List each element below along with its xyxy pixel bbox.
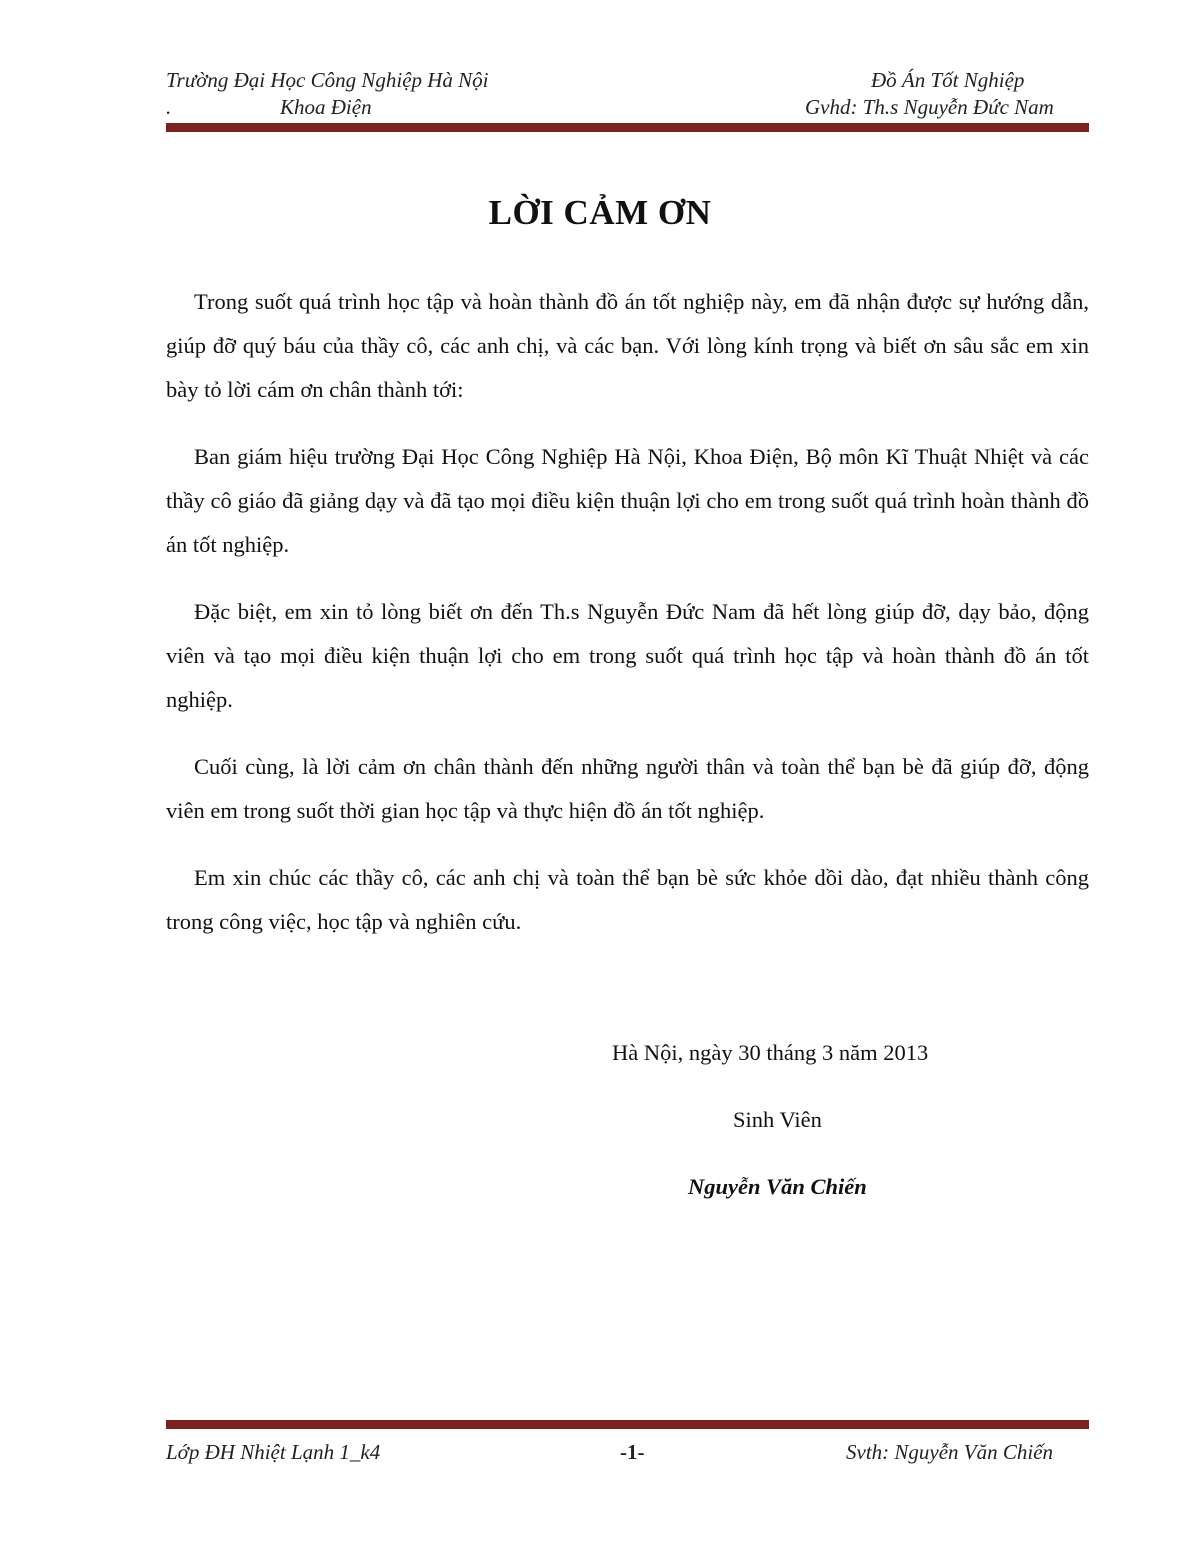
header-school: Trường Đại Học Công Nghiệp Hà Nội: [166, 68, 489, 92]
paragraph-5: Em xin chúc các thầy cô, các anh chị và toàn thể bạn bè sức khỏe dồi dào, đạt nhiều thành công trong công việc, học tập và nghiên cứu.: [166, 865, 1089, 934]
header-dot: .: [166, 95, 172, 119]
header-faculty: Khoa Điện: [280, 95, 372, 119]
paragraph-3: Đặc biệt, em xin tỏ lòng biết ơn đến Th.s Nguyễn Đức Nam đã hết lòng giúp đỡ, dạy bảo, động viên và tạo mọi điều kiện thuận lợi cho em trong suốt quá trình học tập và hoàn thành đồ án tốt nghiệp.: [166, 599, 1089, 712]
header-rule: [166, 123, 1089, 132]
body-text: [166, 280, 1089, 967]
footer-class: Lớp ĐH Nhiệt Lạnh 1_k4: [166, 1440, 381, 1464]
footer-rule: [166, 1420, 1089, 1429]
header-doc-type: Đồ Án Tốt Nghiệp: [871, 68, 1025, 92]
signature-name: Nguyễn Văn Chiến: [688, 1174, 867, 1199]
paragraph-1: Trong suốt quá trình học tập và hoàn thành đồ án tốt nghiệp này, em đã nhận được sự hướng dẫn, giúp đỡ quý báu của thầy cô, các anh chị, và các bạn. Với lòng kính trọng và biết ơn sâu sắc em xin bày tỏ lời cám ơn chân thành tới:: [166, 289, 1089, 402]
signature-role: Sinh Viên: [733, 1107, 822, 1132]
paragraph-2: Ban giám hiệu trường Đại Học Công Nghiệp Hà Nội, Khoa Điện, Bộ môn Kĩ Thuật Nhiệt và các thầy cô giáo đã giảng dạy và đã tạo mọi điều kiện thuận lợi cho em trong suốt quá trình hoàn thành đồ án tốt nghiệp.: [166, 444, 1089, 557]
footer-page-number: -1-: [620, 1440, 645, 1464]
signature-place-date: Hà Nội, ngày 30 tháng 3 năm 2013: [612, 1040, 929, 1065]
page-title: LỜI CẢM ƠN: [488, 193, 712, 232]
header-advisor: Gvhd: Th.s Nguyễn Đức Nam: [805, 95, 1054, 119]
footer-student: Svth: Nguyễn Văn Chiến: [846, 1440, 1054, 1464]
paragraph-4: Cuối cùng, là lời cảm ơn chân thành đến những người thân và toàn thể bạn bè đã giúp đỡ, động viên em trong suốt thời gian học tập và thực hiện đồ án tốt nghiệp.: [166, 754, 1089, 823]
